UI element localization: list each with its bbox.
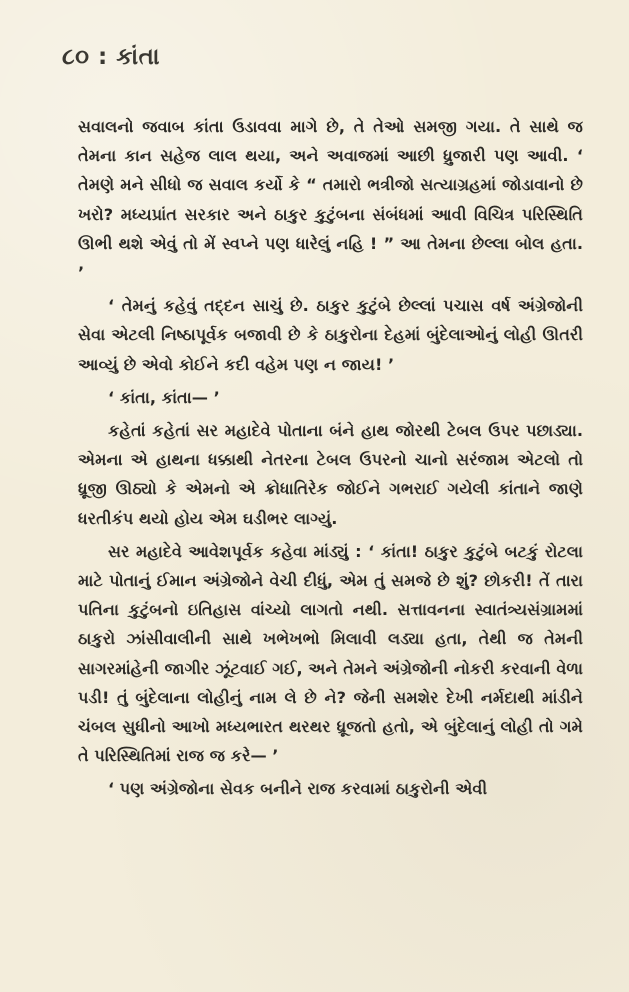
page-header: ૮૦ : કાંતા bbox=[62, 44, 160, 70]
paragraph-1: સવાલનો જવાબ કાંતા ઉડાવવા માગે છે, તે તેઓ સમજી ગયા. તે સાથે જ તેમના કાન સહેજ લાલ થયા, અને અવાજમાં આછી ધ્રુજારી પણ આવી. ‘ તેમણે મને સીધો જ સવાલ કર્યો કે “ તમારો ભત્રીજો સત્યાગ્રહમાં જોડાવાનો છે ખરો? મધ્યપ્રાંત સરકાર અને ઠાકુર કુટુંબના સંબંધમાં આવી વિચિત્ર પરિસ્થિતિ ઊભી થશે એવું તો મેં સ્વપ્ને પણ ધારેલું નહિ ! ” આ તેમના છેલ્લા બોલ હતા. ’ bbox=[78, 117, 583, 283]
page-body bbox=[78, 112, 583, 962]
paragraph-3: ‘ કાંતા, કાંતા— ’ bbox=[108, 387, 220, 407]
paragraph-5: સર મહાદેવે આવેશપૂર્વક કહેવા માંડ્યું : ‘ કાંતા! ઠાકુર કુટુંબે બટકું રોટલા માટે પોતાનું ઈમાન અંગ્રેજોને વેચી દીધું, એમ તું સમજે છે શું? છોકરી! તેં તારા પતિના કુટુંબનો ઇતિહાસ વાંચ્યો લાગતો નથી. સત્તાવનના સ્વાતંત્ર્યસંગ્રામમાં ઠાકુરો ઝાંસીવાલીની સાથે ખભેખભો મિલાવી લડ્યા હતા, તેથી જ તેમની સાગરમાંહેની જાગીર ઝૂંટવાઈ ગઈ, અને તેમને અંગ્રેજોની નોકરી કરવાની વેળા પડી! તું બુંદેલાના લોહીનું નામ લે છે ને? જેની સમશેર દેખી નર્મદાથી માંડીને ચંબલ સુધીનો આખો મધ્યભારત થરથર ધ્રૂજતો હતો, એ બુંદેલાનું લોહી તો ગમે તે પરિસ્થિતિમાં રાજ જ કરે— ’ bbox=[78, 541, 583, 766]
paragraph-6: ‘ પણ અંગ્રેજોના સેવક બનીને રાજ કરવામાં ઠાકુરોની એવી bbox=[108, 779, 488, 799]
paragraph-4: કહેતાં કહેતાં સર મહાદેવે પોતાના બંને હાથ જોરથી ટેબલ ઉપર પછાડ્યા. એમના એ હાથના ધક્કાથી નેતરના ટેબલ ઉપરનો ચાનો સરંજામ એટલો તો ધ્રૂજી ઊઠ્યો કે એમનો એ ક્રોધાતિરેક જોઈને ગભરાઈ ગયેલી કાંતાને જાણે ધરતીકંપ થયો હોય એમ ઘડીભર લાગ્યું. bbox=[78, 421, 583, 528]
paragraph-2: ‘ તેમનું કહેવું તદ્દન સાચું છે. ઠાકુર કુટુંબે છેલ્લાં પચાસ વર્ષ અંગ્રેજોની સેવા એટલી નિષ્ઠાપૂર્વક બજાવી છે કે ઠાકુરોના દેહમાં બુંદેલાઓનું લોહી ઊતરી આવ્યું છે એવો કોઈને કદી વહેમ પણ ન જાય! ’ bbox=[78, 296, 583, 374]
